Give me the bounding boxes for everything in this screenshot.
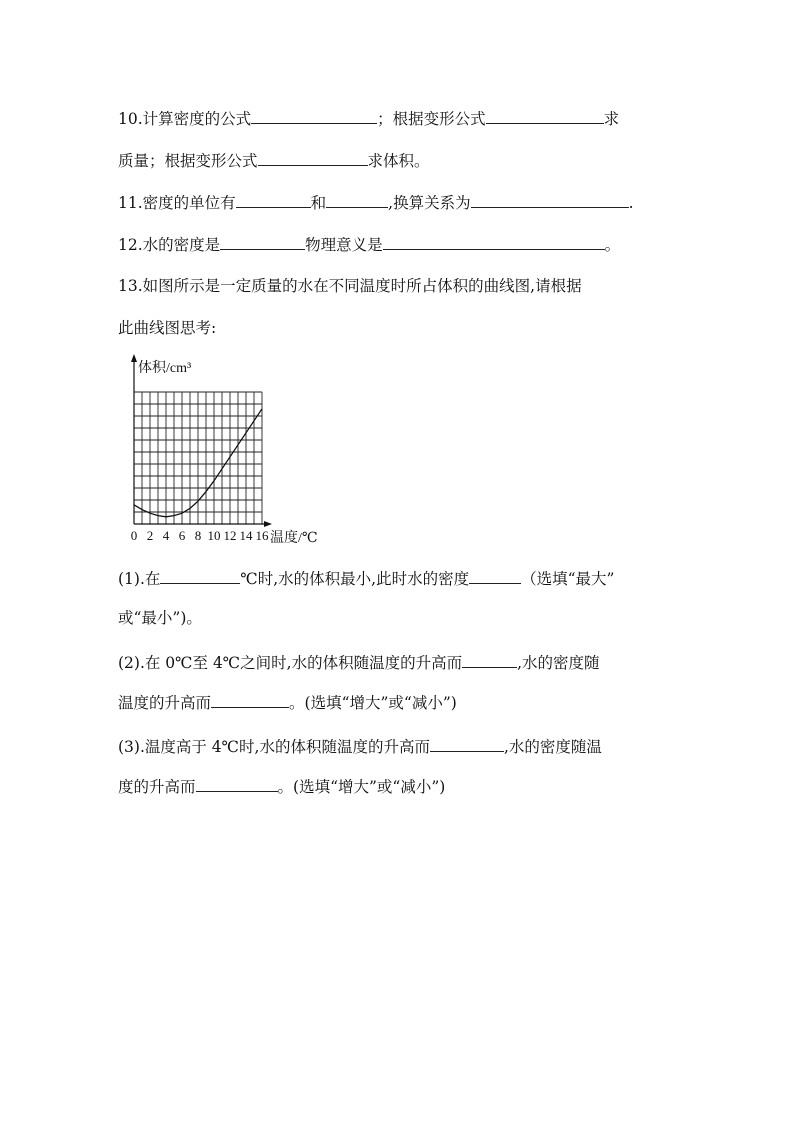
sub1-line1 <box>118 568 614 589</box>
y-axis-label: 体积/cm³ <box>138 361 192 376</box>
sub3-text-a: (3).温度高于 4℃时,水的体积随温度的升高而 <box>118 738 430 756</box>
sub2-text-a: (2).在 0℃至 4℃之间时,水的体积随温度的升高而 <box>118 654 463 672</box>
x-tick-label: 2 <box>146 528 154 543</box>
q10-text-b: ；根据变形公式 <box>377 110 486 128</box>
x-tick-label: 12 <box>223 528 237 543</box>
q13-line2: 此曲线图思考: <box>118 319 217 337</box>
q11-blank-unit1[interactable] <box>236 192 311 208</box>
sub3-blank-volume[interactable] <box>430 736 504 752</box>
sub3-text-b: ,水的密度随温 <box>503 738 602 756</box>
q12-text-b: 物理意义是 <box>305 236 383 254</box>
q10-text-c: 求 <box>603 110 620 128</box>
x-axis-label: 温度/℃ <box>270 531 318 546</box>
sub2-text-c: 温度的升高而 <box>118 694 212 712</box>
sub2-line1 <box>118 652 600 673</box>
sub3-line1 <box>118 736 602 757</box>
sub2-blank-density[interactable] <box>211 692 289 708</box>
sub1-text-c: （选填“最大” <box>521 570 615 588</box>
q10-text-a: 10.计算密度的公式 <box>118 110 252 128</box>
x-tick-label: 14 <box>239 528 253 543</box>
sub3-line2 <box>118 776 445 797</box>
q11-text-d: . <box>628 194 634 212</box>
q10-blank-mass-formula[interactable] <box>486 108 604 124</box>
sub3-blank-density[interactable] <box>196 776 278 792</box>
x-tick-label: 4 <box>162 528 170 543</box>
q10-line1 <box>118 108 619 129</box>
sub2-text-d: 。(选填“增大”或“减小”) <box>289 694 457 712</box>
q10-text-e: 求体积。 <box>367 152 430 170</box>
sub2-line2 <box>118 692 457 713</box>
q11-text-a: 11.密度的单位有 <box>118 194 236 212</box>
q12-line <box>118 234 620 255</box>
sub2-blank-volume[interactable] <box>462 652 517 668</box>
q12-blank-density[interactable] <box>220 234 305 250</box>
q10-text-d: 质量；根据变形公式 <box>118 152 258 170</box>
sub1-text-a: (1).在 <box>118 570 161 588</box>
q10-line2 <box>118 150 430 171</box>
sub3-text-c: 度的升高而 <box>118 778 196 796</box>
volume-temperature-chart <box>118 352 334 548</box>
x-tick-labels <box>131 528 269 543</box>
x-tick-label: 16 <box>255 528 269 543</box>
q13-line1: 13.如图所示是一定质量的水在不同温度时所占体积的曲线图,请根据 <box>118 277 582 295</box>
sub2-text-b: ,水的密度随 <box>517 654 600 672</box>
sub3-text-d: 。(选填“增大”或“减小”) <box>277 778 446 796</box>
q11-blank-unit2[interactable] <box>326 192 388 208</box>
q12-text-c: 。 <box>604 236 621 254</box>
q12-text-a: 12.水的密度是 <box>118 236 221 254</box>
q11-line <box>118 192 634 213</box>
y-axis-arrow <box>131 354 137 362</box>
q11-text-c: ,换算关系为 <box>388 194 471 212</box>
x-axis-arrow <box>264 521 272 527</box>
x-tick-label: 10 <box>207 528 221 543</box>
sub1-blank-density[interactable] <box>469 568 521 584</box>
x-tick-label: 8 <box>194 528 202 543</box>
chart-grid <box>134 392 262 524</box>
x-tick-label: 0 <box>130 528 138 543</box>
q11-text-b: 和 <box>310 194 327 212</box>
sub1-blank-temp[interactable] <box>160 568 240 584</box>
sub1-line2: 或“最小”)。 <box>118 609 202 627</box>
q10-blank-formula[interactable] <box>251 108 377 124</box>
q12-blank-meaning[interactable] <box>383 234 605 250</box>
sub1-text-b: ℃时,水的体积最小,此时水的密度 <box>240 570 470 588</box>
q10-blank-volume-formula[interactable] <box>258 150 368 166</box>
q11-blank-conversion[interactable] <box>471 192 629 208</box>
x-tick-label: 6 <box>178 528 186 543</box>
